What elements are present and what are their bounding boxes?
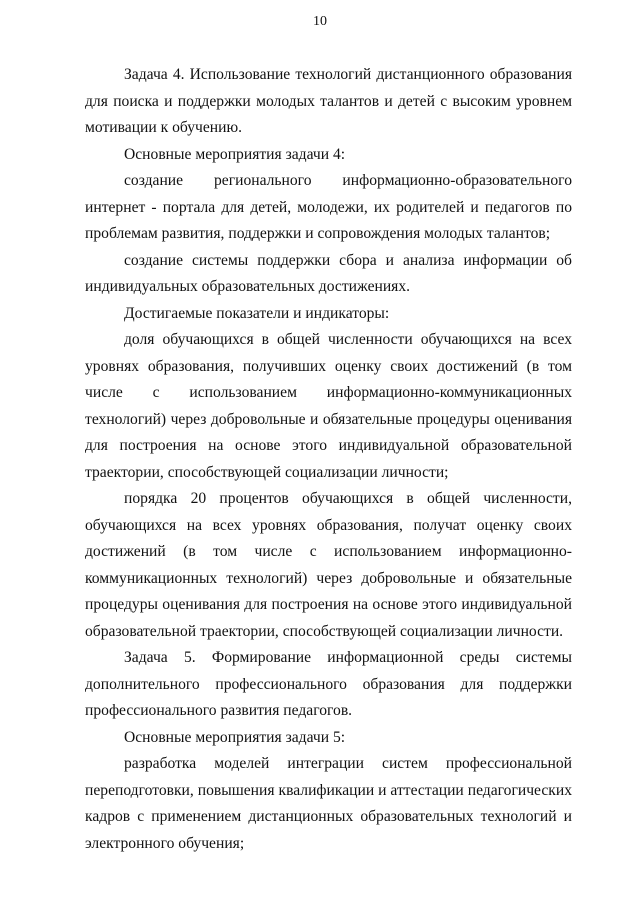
- paragraph-indicators-heading: Достигаемые показатели и индикаторы:: [124, 304, 390, 322]
- paragraph-activity-portal: создание регионального информационно-образовательного интернет - портала для детей, молодежи, их родителей и педагогов по проблемам развития, поддержки и сопровождения молодых талантов;: [85, 172, 572, 242]
- document-body: [85, 62, 572, 857]
- paragraph-task-4: Задача 4. Использование технологий дистанционного образования для поиска и поддержки молодых талантов и детей с высоким уровнем мотивации к обучению.: [85, 66, 572, 136]
- paragraph-task-4-activities-heading: Основные мероприятия задачи 4:: [124, 145, 346, 163]
- paragraph-task-5-activities-heading: Основные мероприятия задачи 5:: [124, 728, 346, 746]
- paragraph-activity-support-system: создание системы поддержки сбора и анализа информации об индивидуальных образовательных достижениях.: [85, 251, 572, 295]
- paragraph-activity-integration-models: разработка моделей интеграции систем профессиональной переподготовки, повышения квалификации и аттестации педагогических кадров с применением дистанционных образовательных технологий и электронного обучения;: [85, 755, 572, 852]
- page-number: 10: [313, 14, 327, 29]
- paragraph-task-5: Задача 5. Формирование информационной среды системы дополнительного профессионального образования для поддержки профессионального развития педагогов.: [85, 649, 572, 719]
- paragraph-indicator-20-percent: порядка 20 процентов обучающихся в общей численности, обучающихся на всех уровнях образования, получат оценку своих достижений (в том числе с использованием информационно-коммуникационных технологий) через добровольные и обязательные процедуры оценивания для построения на основе этого индивидуальной образовательной траектории, способствующей социализации личности.: [85, 490, 572, 640]
- paragraph-indicator-share: доля обучающихся в общей численности обучающихся на всех уровнях образования, получивших оценку своих достижений (в том числе с использованием информационно-коммуникационных технологий) через добровольные и обязательные процедуры оценивания для построения на основе этого индивидуальной образовательной траектории, способствующей социализации личности;: [85, 331, 572, 481]
